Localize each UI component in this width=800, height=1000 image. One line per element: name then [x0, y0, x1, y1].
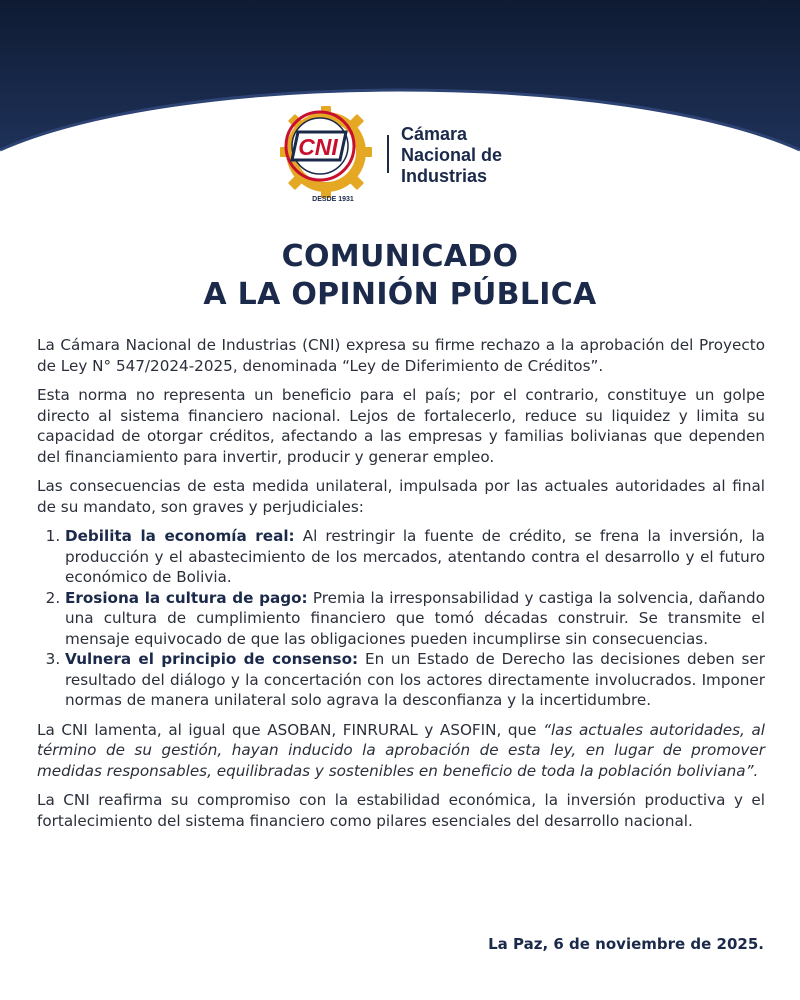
statement-body	[37, 335, 765, 840]
consequences-list	[37, 526, 765, 711]
page-title	[0, 238, 800, 314]
logo-name-line3: Industrias	[401, 166, 488, 186]
logo-monogram: CNI	[298, 134, 338, 160]
paragraph-commitment: La CNI reafirma su compromiso con la estabilidad económica, la inversión productiva y el fortalecimiento del sistema financiero como pilares esenciales del desarrollo nacional.	[37, 791, 765, 830]
logo-since: DESDE 1931	[312, 196, 354, 203]
logo-divider	[387, 135, 389, 173]
list-item-text: Premia la irresponsabilidad y castiga la solvencia, dañando una cultura de cumplimiento financiero que tomó décadas construir. Se transmite el mensaje equivocado de que las obligaciones pueden incumplirse sin consecuencias.	[65, 588, 765, 648]
paragraph-context: Esta norma no representa un beneficio para el país; por el contrario, constituye un golpe directo al sistema financiero nacional. Lejos de fortalecerlo, reduce su liquidez y limita su capacidad de otorgar créditos, afectando a las empresas y familias bolivianas que dependen del financiamiento para invertir, producir y generar empleo.	[37, 386, 765, 466]
list-item-heading: Vulnera el principio de consenso:	[65, 650, 359, 668]
paragraph-consequences: Las consecuencias de esta medida unilateral, impulsada por las actuales autoridades al final de su mandato, son graves y perjudiciales:	[37, 477, 765, 516]
cni-logo	[276, 102, 536, 212]
title-line1: COMUNICADO	[281, 239, 519, 274]
logo-name-line1: Cámara	[401, 124, 468, 144]
gear-emblem-icon	[276, 102, 372, 206]
list-item	[65, 588, 765, 650]
paragraph-intro: La Cámara Nacional de Industrias (CNI) expresa su firme rechazo a la aprobación del Proyecto de Ley N° 547/2024-2025, denominada “Ley de Diferimiento de Créditos”.	[37, 336, 765, 375]
title-line2: A LA OPINIÓN PÚBLICA	[203, 277, 597, 312]
quote-lead: La CNI lamenta, al igual que ASOBAN, FINRURAL y ASOFIN, que	[37, 720, 544, 739]
list-item	[65, 649, 765, 711]
list-item-heading: Erosiona la cultura de pago:	[65, 588, 308, 607]
list-item-heading: Debilita la economía real:	[65, 527, 295, 545]
quote-text: “las actuales autoridades, al término de su gestión, hayan inducido la aprobación de esta ley, en lugar de promover medidas responsables, equilibradas y sostenibles en beneficio de toda la población boliviana”.	[37, 720, 765, 780]
list-item	[65, 526, 765, 588]
list-item-text: En un Estado de Derecho las decisiones deben ser resultado del diálogo y la concertación con los actores directamente involucrados. Imponer normas de manera unilateral solo agrava la desconfianza y la incertidumbre.	[65, 650, 765, 709]
logo-wordmark	[401, 124, 502, 187]
place-date-signoff: La Paz, 6 de noviembre de 2025.	[488, 935, 764, 953]
paragraph-quote	[37, 720, 765, 782]
list-item-text: Al restringir la fuente de crédito, se frena la inversión, la producción y el abastecimiento de los mercados, atentando contra el desarrollo y el futuro económico de Bolivia.	[65, 527, 765, 586]
logo-name-line2: Nacional de	[401, 145, 503, 165]
